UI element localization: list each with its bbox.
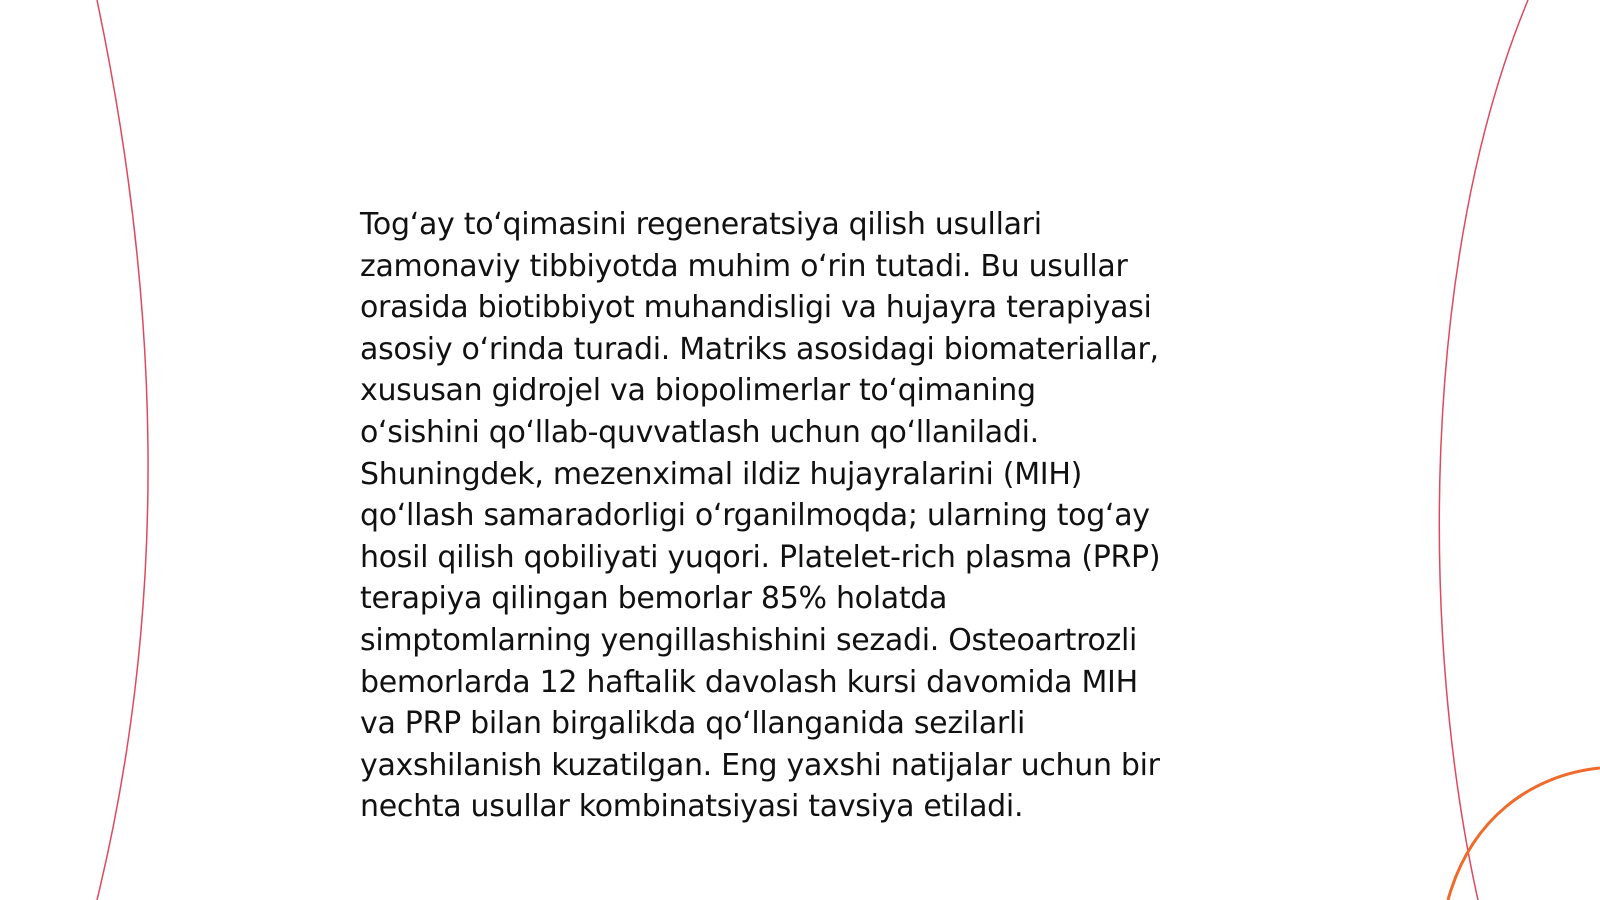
- body-line: asosiy o‘rinda turadi. Matriks asosidagi biomateriallar,: [360, 331, 1159, 367]
- body-line: va PRP bilan birgalikda qo‘llanganida sezilarli: [360, 706, 1026, 742]
- body-line: orasida biotibbiyot muhandisligi va hujayra terapiyasi: [360, 290, 1152, 326]
- body-line: simptomlarning yengillashishini sezadi. Osteoartrozli: [360, 622, 1138, 658]
- body-line: terapiya qilingan bemorlar 85% holatda: [360, 581, 948, 617]
- orange-accent-arc: [1448, 768, 1600, 900]
- right-decorative-curve: [1439, 0, 1528, 900]
- body-paragraph: [360, 204, 1260, 828]
- body-line: o‘sishini qo‘llab-quvvatlash uchun qo‘llaniladi.: [360, 414, 1039, 450]
- body-line: Tog‘ay to‘qimasini regeneratsiya qilish usullari: [360, 207, 1042, 242]
- body-line: bemorlarda 12 haftalik davolash kursi davomida MIH: [360, 664, 1138, 700]
- body-line: qo‘llash samaradorligi o‘rganilmoqda; ularning tog‘ay: [360, 498, 1150, 534]
- left-decorative-curve: [97, 0, 148, 900]
- body-line: zamonaviy tibbiyotda muhim o‘rin tutadi. Bu usullar: [360, 248, 1128, 284]
- body-line: yaxshilanish kuzatilgan. Eng yaxshi natijalar uchun bir: [360, 747, 1160, 783]
- body-line: hosil qilish qobiliyati yuqori. Platelet-rich plasma (PRP): [360, 539, 1161, 575]
- body-line: nechta usullar kombinatsiyasi tavsiya etiladi.: [360, 789, 1024, 825]
- body-line: xususan gidrojel va biopolimerlar to‘qimaning: [360, 373, 1036, 409]
- body-line: Shuningdek, mezenximal ildiz hujayralarini (MIH): [360, 456, 1083, 492]
